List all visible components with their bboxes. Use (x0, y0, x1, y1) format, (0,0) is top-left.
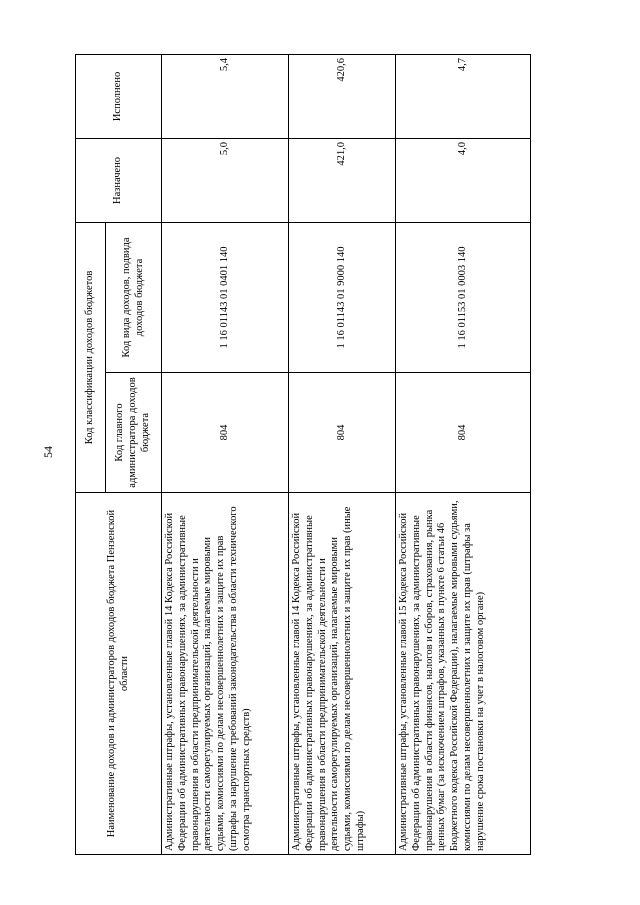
header-name: Наименование доходов и администраторов доходов бюджета Пензенской области (76, 493, 162, 855)
header-assigned: Назначено (76, 138, 162, 222)
row-admin-code: 804 (289, 373, 396, 493)
table-row (396, 54, 531, 854)
table-row (162, 54, 289, 854)
budget-income-table (75, 54, 531, 855)
row-income-code: 1 16 01143 01 0401 140 (162, 222, 289, 372)
table-row (289, 54, 396, 854)
row-executed: 5,4 (162, 54, 289, 138)
row-name: Административные штрафы, установленные главой 14 Кодекса Российской Федерации об административных правонарушениях, за административные правонарушения в области предпринимательской деятельности и деятельности саморегулируемых организаций, налагаемые мировыми судьями, комиссиями по делам несовершеннолетних и защите их прав (штрафы за нарушение требований законодательства в области технического осмотра транспортных средств) (162, 493, 289, 855)
page-number: 54 (41, 446, 55, 458)
header-admin-code: Код главного администратора доходов бюджета (106, 373, 162, 493)
row-assigned: 4,0 (396, 138, 531, 222)
row-name: Административные штрафы, установленные главой 15 Кодекса Российской Федерации об административных правонарушениях, за административные правонарушения в области финансов, налогов и сборов, страхования, рынка ценных бумаг (за исключением штрафов, указанных в пункте 6 статьи 46 Бюджетного кодекса Российской Федерации), налагаемые мировыми судьями, комиссиями по делам несовершеннолетних и защите их прав (штрафы за нарушение срока постановки на учет в налоговом органе) (396, 493, 531, 855)
row-admin-code: 804 (162, 373, 289, 493)
header-income-code: Код вида доходов, подвида доходов бюджета (106, 222, 162, 372)
row-executed: 4,7 (396, 54, 531, 138)
row-executed: 420,6 (289, 54, 396, 138)
row-income-code: 1 16 01143 01 9000 140 (289, 222, 396, 372)
budget-table-container (75, 55, 530, 855)
row-assigned: 5,0 (162, 138, 289, 222)
header-code-group: Код классификации доходов бюджетов (76, 222, 106, 492)
row-assigned: 421,0 (289, 138, 396, 222)
row-admin-code: 804 (396, 373, 531, 493)
budget-table-rotated (75, 55, 530, 855)
row-income-code: 1 16 01153 01 0003 140 (396, 222, 531, 372)
row-name: Административные штрафы, установленные главой 14 Кодекса Российской Федерации об административных правонарушениях, за административные правонарушения в области предпринимательской деятельности и деятельности саморегулируемых организаций, налагаемые мировыми судьями, комиссиями по делам несовершеннолетних и защите их прав (иные штрафы) (289, 493, 396, 855)
header-executed: Исполнено (76, 54, 162, 138)
